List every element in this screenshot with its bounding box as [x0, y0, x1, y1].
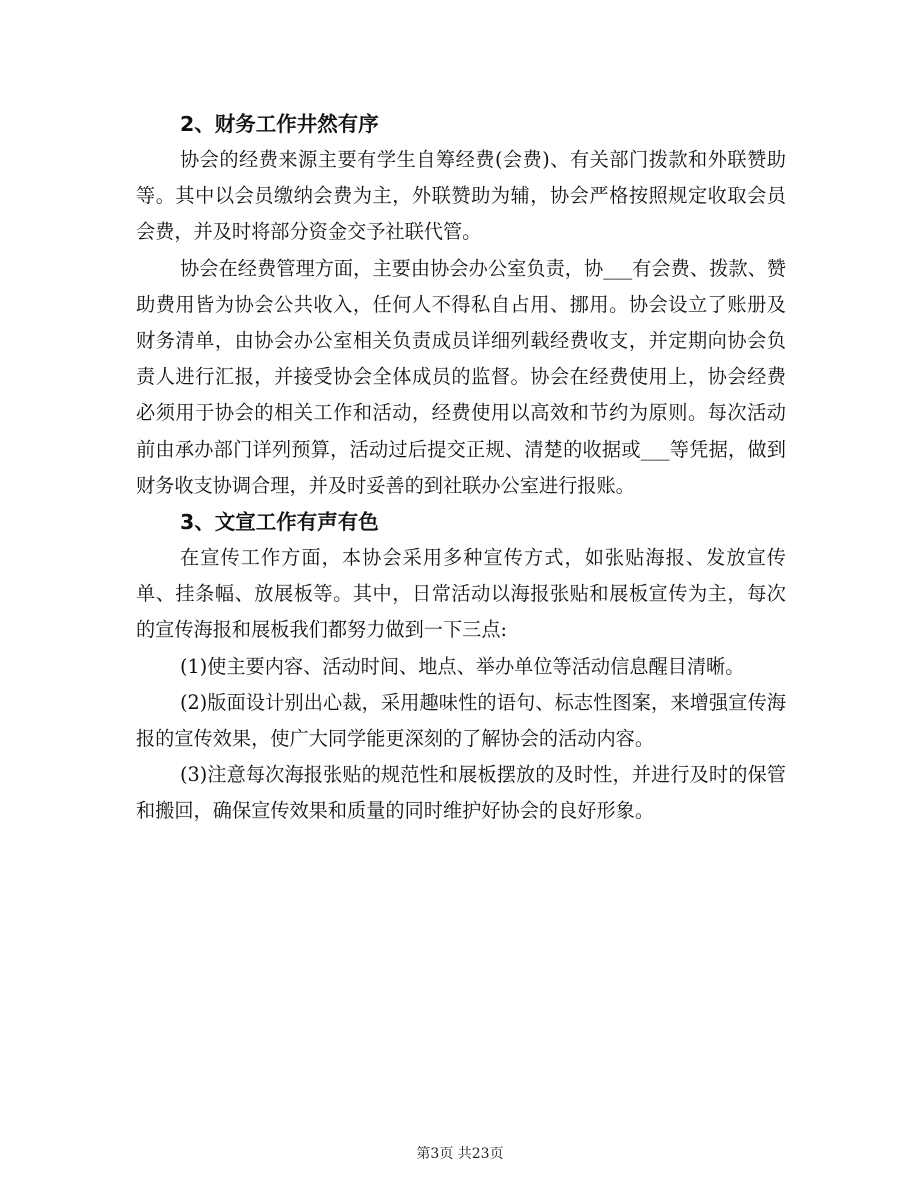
page-number-footer: 第3页 共23页	[416, 1146, 504, 1162]
paragraph-funding-sources: 协会的经费来源主要有学生自筹经费(会费)、有关部门拨款和外联赞助等。其中以会员缴纳会费为主，外联赞助为辅，协会严格按照规定收取会员会费，并及时将部分资金交予社联代管。	[136, 148, 786, 244]
page-content	[136, 106, 786, 830]
paragraph-publicity-methods: 在宣传工作方面，本协会采用多种宣传方式，如张贴海报、发放宣传单、挂条幅、放展板等。其中，日常活动以海报张贴和展板宣传为主，每次的宣传海报和展板我们都努力做到一下三点:	[136, 546, 786, 642]
paragraph-funding-management: 协会在经费管理方面，主要由协会办公室负责，协___有会费、拨款、赞助费用皆为协会公共收入，任何人不得私自占用、挪用。协会设立了账册及财务清单，由协会办公室相关负责成员详细列载经费收支，并定期向协会负责人进行汇报，并接受协会全体成员的监督。协会在经费使用上，协会经费必须用于协会的相关工作和活动，经费使用以高效和节约为原则。每次活动前由承办部门详列预算，活动过后提交正规、清楚的收据或___等凭据，做到财务收支协调合理，并及时妥善的到社联办公室进行报账。	[136, 256, 786, 497]
list-item-point-1: (1)使主要内容、活动时间、地点、举办单位等活动信息醒目清晰。	[180, 654, 745, 678]
section-heading-finance: 2、财务工作井然有序	[180, 112, 379, 136]
list-item-point-2: (2)版面设计别出心裁，采用趣味性的语句、标志性图案，来增强宣传海报的宣传效果，使广大同学能更深刻的了解协会的活动内容。	[136, 690, 786, 751]
list-item-point-3: (3)注意每次海报张贴的规范性和展板摆放的及时性，并进行及时的保管和搬回，确保宣传效果和质量的同时维护好协会的良好形象。	[136, 763, 786, 823]
section-heading-publicity: 3、文宣工作有声有色	[180, 510, 379, 535]
